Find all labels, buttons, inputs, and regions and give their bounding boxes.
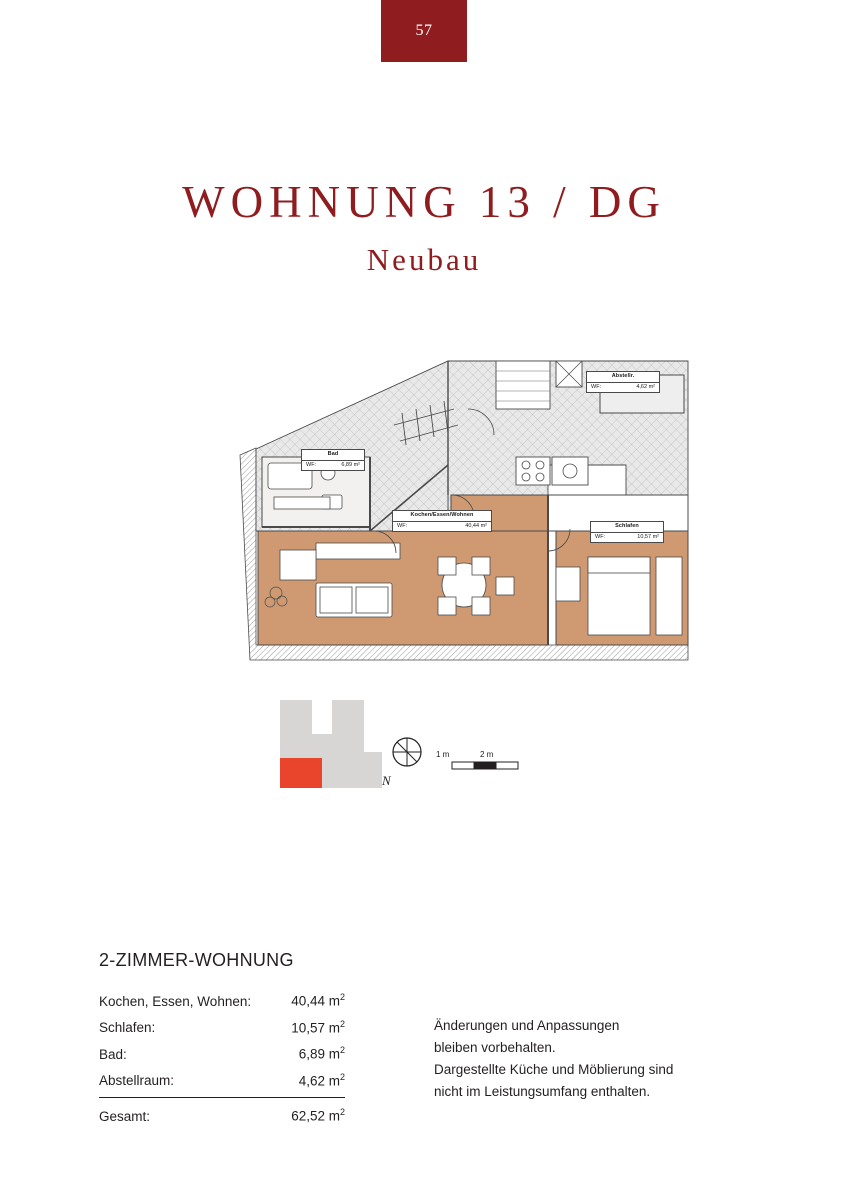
area-total-table (99, 1098, 345, 1129)
apartment-summary (99, 950, 349, 1129)
keyplan-diagram (270, 690, 570, 810)
floorplan (196, 345, 696, 685)
area-label: Abstellraum: (99, 1073, 175, 1088)
unit-superscript: 2 (339, 1018, 345, 1029)
total-value: 62,52 $m^2$ (291, 1107, 345, 1124)
disclaimer-line-2: bleiben vorbehalten. (434, 1039, 556, 1055)
disclaimer-line-4: nicht im Leistungsumfang enthalten. (434, 1083, 651, 1099)
compass-north-label: N (382, 773, 391, 788)
table-row-total (99, 1098, 345, 1129)
area-table (99, 987, 345, 1093)
room-label-kochen-essen-wohnen: Kochen/Essen/Wohnen WF: 40,44 m² (392, 510, 492, 532)
room-label-schlafen: Schlafen WF: 10,57 m² (590, 521, 664, 543)
total-label: Gesamt: (99, 1108, 151, 1124)
unit-superscript: 2 (339, 1107, 345, 1117)
disclaimer-text (434, 1015, 764, 1102)
area-label: Bad: (99, 1046, 127, 1062)
area-label: Kochen, Essen, Wohnen: (99, 993, 252, 1009)
table-row (99, 1067, 345, 1094)
area-value: 40,44 $m^2$ (291, 992, 345, 1009)
page-title-block (0, 178, 848, 278)
compass-icon (393, 738, 421, 766)
disclaimer-line-3: Dargestellte Küche und Möblierung sind (434, 1061, 674, 1077)
unit-superscript: 2 (339, 1071, 345, 1082)
table-row (99, 1040, 345, 1067)
area-value: 10,57 $m^2$ (291, 1018, 345, 1035)
room-label-bad: Bad WF: 6,89 m² (301, 449, 365, 471)
disclaimer-line-1: Änderungen und Anpassungen (434, 1018, 620, 1033)
table-row (99, 1014, 345, 1041)
area-label: Schlafen: (99, 1020, 156, 1035)
area-value: 6,89 $m^2$ (298, 1045, 345, 1062)
table-row (99, 987, 345, 1014)
room-label-abstellraum: Abstellr. WF: 4,62 m² (586, 371, 660, 393)
unit-superscript: 2 (339, 992, 345, 1002)
unit-superscript: 2 (339, 1045, 345, 1055)
summary-heading: 2-ZIMMER-WOHNUNG (99, 950, 294, 970)
page-number: 57 (415, 22, 433, 39)
scale-label-left: 1 m (436, 750, 450, 759)
keyplan-block (270, 690, 570, 810)
page-number-tab (381, 0, 467, 62)
scale-bar-icon (452, 762, 518, 769)
page-title: WOHNUNG 13 / DG (182, 177, 666, 227)
page-subtitle: Neubau (366, 241, 482, 277)
scale-label-right: 2 m (480, 750, 494, 759)
area-value: 4,62 $m^2$ (298, 1071, 345, 1088)
